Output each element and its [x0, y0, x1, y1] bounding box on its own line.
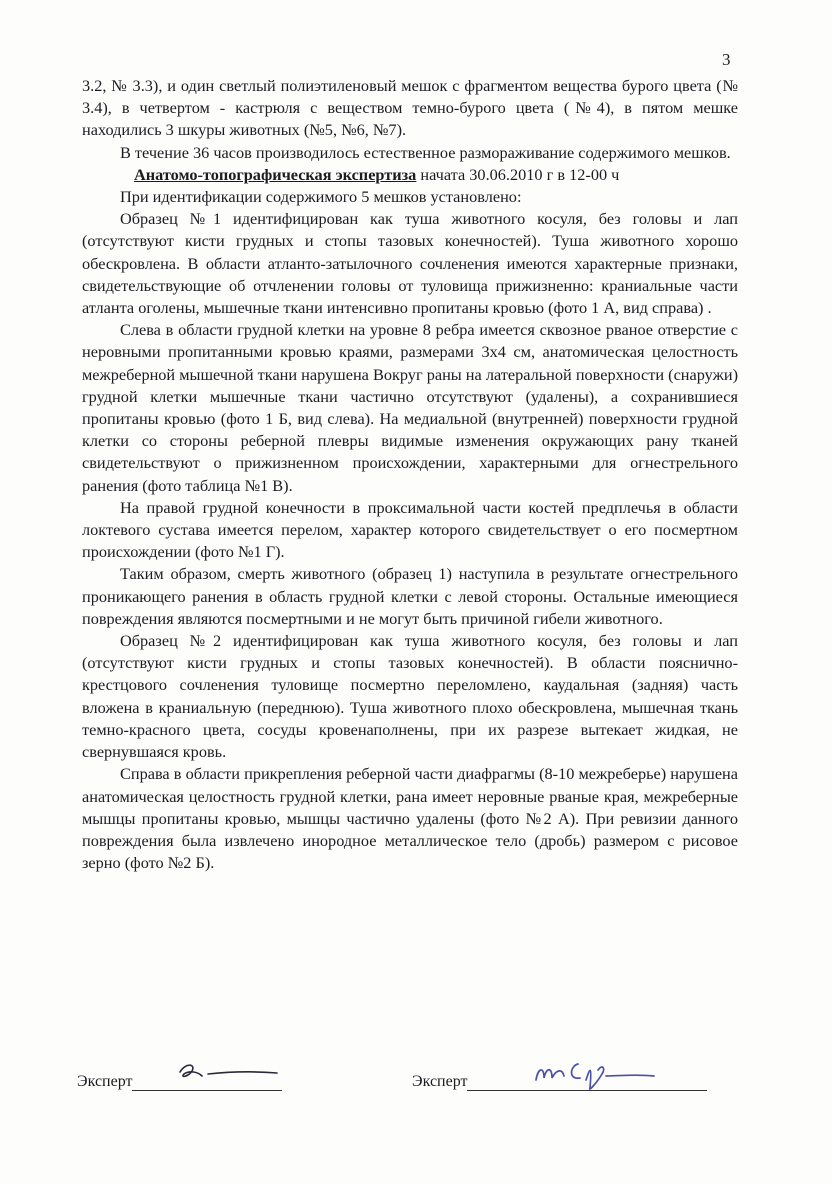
signature-block-right: [412, 1072, 707, 1091]
paragraph-diaphragm-wound: Справа в области прикрепления реберной части диафрагмы (8-10 межреберье) нарушена анатомическая целостность грудной клетки, рана имеет неровные рваные края, межреберные мышцы пропитаны кровью, мышцы частично удалены (фото №2 А). При ревизии данного повреждения была извлечено инородное металлическое тело (дробь) размером с рисовое зерно (фото №2 Б).: [82, 764, 738, 873]
expert-label-left: Эксперт: [77, 1073, 133, 1090]
section-heading-date: начата 30.06.2010 г в 12-00 ч: [416, 164, 620, 184]
paragraph-identification: При идентификации содержимого 5 мешков установлено:: [120, 187, 522, 207]
paragraph-continuation: 3.2, № 3.3), и один светлый полиэтиленовый мешок с фрагментом вещества бурого цвета (№ 3.4), в четвертом - кастрюля с веществом темно-бурого цвета (№4), в пятом мешке находились 3 шкуры животных (№5, №6, №7).: [82, 76, 738, 140]
paragraph-fracture: На правой грудной конечности в проксимальной части костей предплечья в области локтевого сустава имеется перелом, характер которого свидетельствует о его посмертном происхождении (фото №1 Г).: [82, 497, 738, 562]
signature-block-left: [77, 1072, 282, 1091]
handwritten-signature-left: [172, 1058, 282, 1088]
section-heading-title: Анатомо-топографическая экспертиза: [134, 164, 417, 184]
paragraph-chest-wound: Слева в области грудной клетки на уровне 8 ребра имеется сквозное рваное отверстие с неровными пропитанными кровью краями, размерами 3х4 см, анатомическая целостность межреберной мышечной ткани нарушена Вокруг раны на латеральной поверхности (снаружи) грудной клетки мышечные ткани частично отсутствуют (удалены), а сохранившиеся пропитаны кровью (фото 1 Б, вид слева). На медиальной (внутренней) поверхности грудной клетки со стороны реберной плевры видимые изменения окружающих рану тканей свидетельствуют о прижизненном происхождении, характерными для огнестрельного ранения (фото таблица №1 В).: [82, 320, 738, 495]
body-text: [82, 75, 738, 874]
section-heading: [82, 164, 738, 186]
page-number: 3: [722, 50, 731, 69]
expert-label-right: Эксперт: [412, 1073, 468, 1090]
paragraph-sample-1: Образец №1 идентифицирован как туша животного косуля, без головы и лап (отсутствуют кисти грудных и стопы тазовых конечностей). Туша животного хорошо обескровлена. В области атланто-затылочного сочленения имеются характерные признаки, свидетельствующие об отчленении головы от туловища прижизненно: краниальные части атланта оголены, мышечные ткани интенсивно пропитаны кровью (фото 1 А, вид справа) .: [82, 209, 738, 318]
handwritten-signature-right: [530, 1054, 660, 1094]
paragraph-conclusion: Таким образом, смерть животного (образец 1) наступила в результате огнестрельного проникающего ранения в область грудной клетки с левой стороны. Остальные имеющиеся повреждения являются посмертными и не могут быть причиной гибели животного.: [82, 564, 738, 628]
paragraph-sample-2: Образец №2 идентифицирован как туша животного косуля, без головы и лап (отсутствуют кисти грудных и стопы тазовых конечностей). В области пояснично-крестцового сочленения туловище посмертно переломлено, каудальная (задняя) часть вложена в краниальную (переднюю). Туша животного плохо обескровлена, мышечная ткань темно-красного цвета, сосуды кровенаполнены, при их разрезе вытекает жидкая, не свернувшаяся кровь.: [82, 631, 738, 762]
paragraph-thawing: В течение 36 часов производилось естественное размораживание содержимого мешков.: [120, 142, 731, 162]
